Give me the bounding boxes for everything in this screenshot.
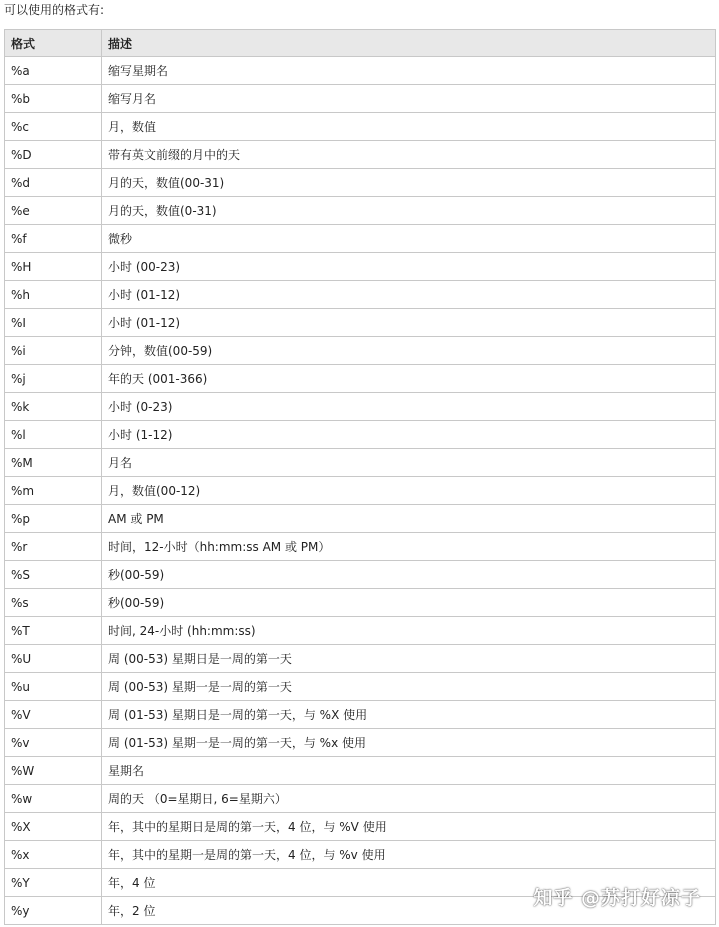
format-code-cell: %h — [5, 281, 102, 309]
format-code-cell: %I — [5, 309, 102, 337]
format-code-cell: %V — [5, 701, 102, 729]
table-header-row — [5, 30, 716, 57]
table-row — [5, 533, 716, 561]
format-code-cell: %U — [5, 645, 102, 673]
format-description-cell: 年的天 (001-366) — [102, 365, 716, 393]
format-description-cell: 周 (00-53) 星期日是一周的第一天 — [102, 645, 716, 673]
table-row — [5, 729, 716, 757]
format-description-cell: 周 (00-53) 星期一是一周的第一天 — [102, 673, 716, 701]
format-description-cell: 缩写月名 — [102, 85, 716, 113]
table-row — [5, 85, 716, 113]
table-row — [5, 813, 716, 841]
table-row — [5, 281, 716, 309]
format-code-cell: %i — [5, 337, 102, 365]
format-code-cell: %j — [5, 365, 102, 393]
format-code-cell: %T — [5, 617, 102, 645]
format-description-cell: AM 或 PM — [102, 505, 716, 533]
intro-text: 可以使用的格式有: — [4, 3, 105, 17]
table-row — [5, 645, 716, 673]
table-row — [5, 561, 716, 589]
format-code-cell: %s — [5, 589, 102, 617]
format-description-cell: 周的天 （0=星期日, 6=星期六） — [102, 785, 716, 813]
table-row — [5, 337, 716, 365]
table-row — [5, 197, 716, 225]
format-description-cell: 带有英文前缀的月中的天 — [102, 141, 716, 169]
format-code-cell: %y — [5, 897, 102, 925]
format-code-cell: %p — [5, 505, 102, 533]
table-row — [5, 225, 716, 253]
format-description-cell: 月，数值 — [102, 113, 716, 141]
table-body — [5, 57, 716, 925]
format-description-cell: 分钟，数值(00-59) — [102, 337, 716, 365]
format-code-cell: %Y — [5, 869, 102, 897]
format-code-cell: %e — [5, 197, 102, 225]
format-description-cell: 小时 (01-12) — [102, 309, 716, 337]
format-description-cell: 年，2 位 — [102, 897, 716, 925]
format-code-cell: %H — [5, 253, 102, 281]
format-description-cell: 微秒 — [102, 225, 716, 253]
format-code-cell: %l — [5, 421, 102, 449]
table-row — [5, 505, 716, 533]
format-description-cell: 周 (01-53) 星期日是一周的第一天，与 %X 使用 — [102, 701, 716, 729]
format-description-cell: 年，其中的星期一是周的第一天，4 位，与 %v 使用 — [102, 841, 716, 869]
format-code-cell: %X — [5, 813, 102, 841]
format-code-cell: %M — [5, 449, 102, 477]
format-description-cell: 月，数值(00-12) — [102, 477, 716, 505]
format-table — [4, 29, 716, 925]
format-description-cell: 缩写星期名 — [102, 57, 716, 85]
format-description-cell: 小时 (01-12) — [102, 281, 716, 309]
format-description-cell: 小时 (00-23) — [102, 253, 716, 281]
format-code-cell: %f — [5, 225, 102, 253]
format-description-cell: 小时 (1-12) — [102, 421, 716, 449]
table-row — [5, 57, 716, 85]
format-code-cell: %m — [5, 477, 102, 505]
table-row — [5, 141, 716, 169]
format-code-cell: %v — [5, 729, 102, 757]
format-description-cell: 小时 (0-23) — [102, 393, 716, 421]
table-row — [5, 393, 716, 421]
table-row — [5, 589, 716, 617]
format-description-cell: 月的天，数值(0-31) — [102, 197, 716, 225]
format-description-cell: 星期名 — [102, 757, 716, 785]
table-row — [5, 253, 716, 281]
table-row — [5, 449, 716, 477]
format-code-cell: %S — [5, 561, 102, 589]
table-row — [5, 617, 716, 645]
format-code-cell: %k — [5, 393, 102, 421]
format-code-cell: %b — [5, 85, 102, 113]
table-row — [5, 169, 716, 197]
format-code-cell: %x — [5, 841, 102, 869]
format-description-cell: 年，4 位 — [102, 869, 716, 897]
header-description: 描述 — [102, 30, 716, 57]
format-code-cell: %c — [5, 113, 102, 141]
format-code-cell: %D — [5, 141, 102, 169]
format-description-cell: 秒(00-59) — [102, 561, 716, 589]
format-description-cell: 周 (01-53) 星期一是一周的第一天，与 %x 使用 — [102, 729, 716, 757]
table-row — [5, 309, 716, 337]
format-description-cell: 秒(00-59) — [102, 589, 716, 617]
table-row — [5, 477, 716, 505]
format-description-cell: 时间，12-小时（hh:mm:ss AM 或 PM） — [102, 533, 716, 561]
format-code-cell: %r — [5, 533, 102, 561]
table-row — [5, 673, 716, 701]
format-code-cell: %d — [5, 169, 102, 197]
table-row — [5, 421, 716, 449]
format-description-cell: 年，其中的星期日是周的第一天，4 位，与 %V 使用 — [102, 813, 716, 841]
watermark: 知乎 @苏打好凉子 — [533, 887, 701, 909]
table-row — [5, 841, 716, 869]
format-code-cell: %a — [5, 57, 102, 85]
table-row — [5, 785, 716, 813]
format-description-cell: 月名 — [102, 449, 716, 477]
header-format: 格式 — [5, 30, 102, 57]
table-row — [5, 701, 716, 729]
format-description-cell: 月的天，数值(00-31) — [102, 169, 716, 197]
format-code-cell: %u — [5, 673, 102, 701]
table-row — [5, 113, 716, 141]
table-row — [5, 365, 716, 393]
format-code-cell: %W — [5, 757, 102, 785]
table-row — [5, 757, 716, 785]
format-description-cell: 时间, 24-小时 (hh:mm:ss) — [102, 617, 716, 645]
format-code-cell: %w — [5, 785, 102, 813]
